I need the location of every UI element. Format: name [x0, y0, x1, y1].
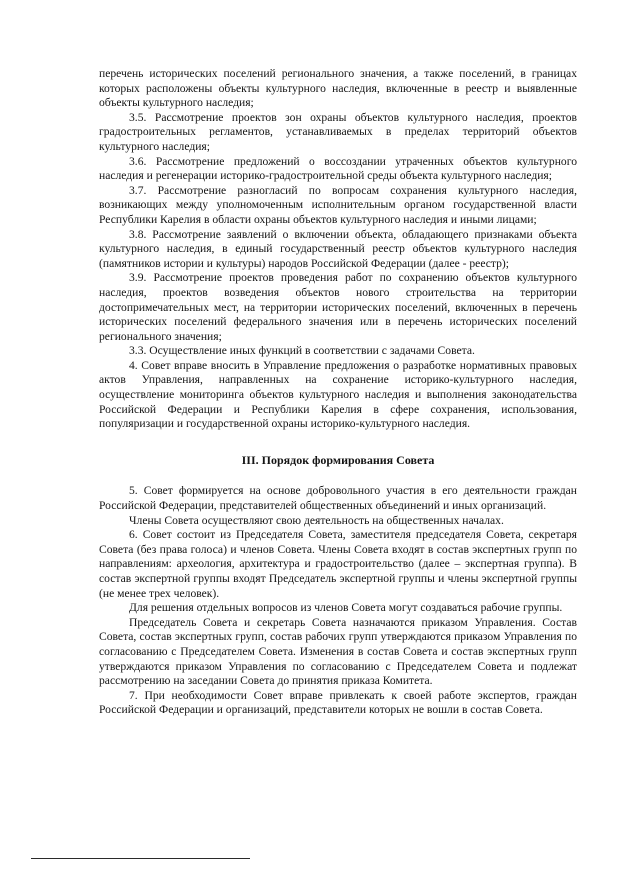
paragraph-3-8: 3.8. Рассмотрение заявлений о включении объекта, обладающего признаками объекта культурного наследия, в единый государственный реестр объектов культурного наследия (памятников истории и культуры) народов Российской Федерации (далее - реестр); — [99, 227, 577, 270]
paragraph-5: 5. Совет формируется на основе добровольного участия в его деятельности граждан Российской Федерации, представителей общественных объединений и иных организаций. — [99, 484, 577, 513]
paragraph-3-6: 3.6. Рассмотрение предложений о воссоздании утраченных объектов культурного наследия и регенерации историко-градостроительной среды объекта культурного наследия; — [99, 154, 577, 183]
footer-divider — [31, 858, 250, 859]
section-heading: III. Порядок формирования Совета — [241, 452, 435, 467]
paragraph-6-appointment: Председатель Совета и секретарь Совета назначаются приказом Управления. Состав Совета, состав экспертных групп, состав рабочих групп утверждаются приказом Управления по согласованию с Председателем Совета. Изменения в состав Совета и состав экспертных групп утверждаются приказом Управления по согласованию с Председателем Совета и подлежат рассмотрению на заседании Совета до принятия приказа Комитета. — [99, 615, 577, 688]
paragraph-3-9: 3.9. Рассмотрение проектов проведения работ по сохранению объектов культурного наследия, проектов возведения объектов нового строительства на территории достопримечательных мест, на территории исторических поселений, включенных в перечень исторических поселений федерального значения или в перечень исторических поселений регионального значения; — [99, 271, 577, 343]
paragraph-6-working-groups: Для решения отдельных вопросов из членов Совета могут создаваться рабочие группы. — [129, 601, 563, 615]
document-body — [99, 67, 577, 718]
paragraph-3-3: 3.3. Осуществление иных функций в соответствии с задачами Совета. — [129, 344, 475, 358]
paragraph-3-5: 3.5. Рассмотрение проектов зон охраны объектов культурного наследия, проектов градостроительных регламентов, устанавливаемых в пределах территорий объектов культурного наследия; — [99, 110, 577, 153]
paragraph-list-continuation: перечень исторических поселений регионального значения, а также поселений, в границах которых расположены объекты культурного наследия, включенные в реестр и выявленные объекты культурного наследия; — [99, 67, 577, 110]
paragraph-6: 6. Совет состоит из Председателя Совета, заместителя председателя Совета, секретаря Совета (без права голоса) и членов Совета. Члены Совета входят в состав экспертных групп по направлениям: археология, архитектура и градостроительство (далее – экспертная группа). В состав экспертной группы входят Председатель экспертной группы и члены экспертной группы (не менее трех человек). — [99, 528, 577, 600]
paragraph-5-members: Члены Совета осуществляют свою деятельность на общественных началах. — [129, 513, 504, 527]
paragraph-4: 4. Совет вправе вносить в Управление предложения о разработке нормативных правовых актов Управления, направленных на сохранение историко-культурного наследия, осуществление мониторинга объектов культурного наследия и выполнения законодательства Российской Федерации и Республики Карелия в сфере сохранения, использования, популяризации и государственной охраны историко-культурного наследия. — [99, 358, 577, 431]
paragraph-7: 7. При необходимости Совет вправе привлекать к своей работе экспертов, граждан Российской Федерации и организаций, представители которых не вошли в состав Совета. — [99, 688, 577, 717]
paragraph-3-7: 3.7. Рассмотрение разногласий по вопросам сохранения культурного наследия, возникающих между уполномоченным исполнительным органом государственной власти Республики Карелия в области охраны объектов культурного наследия и иными лицами; — [99, 183, 577, 226]
